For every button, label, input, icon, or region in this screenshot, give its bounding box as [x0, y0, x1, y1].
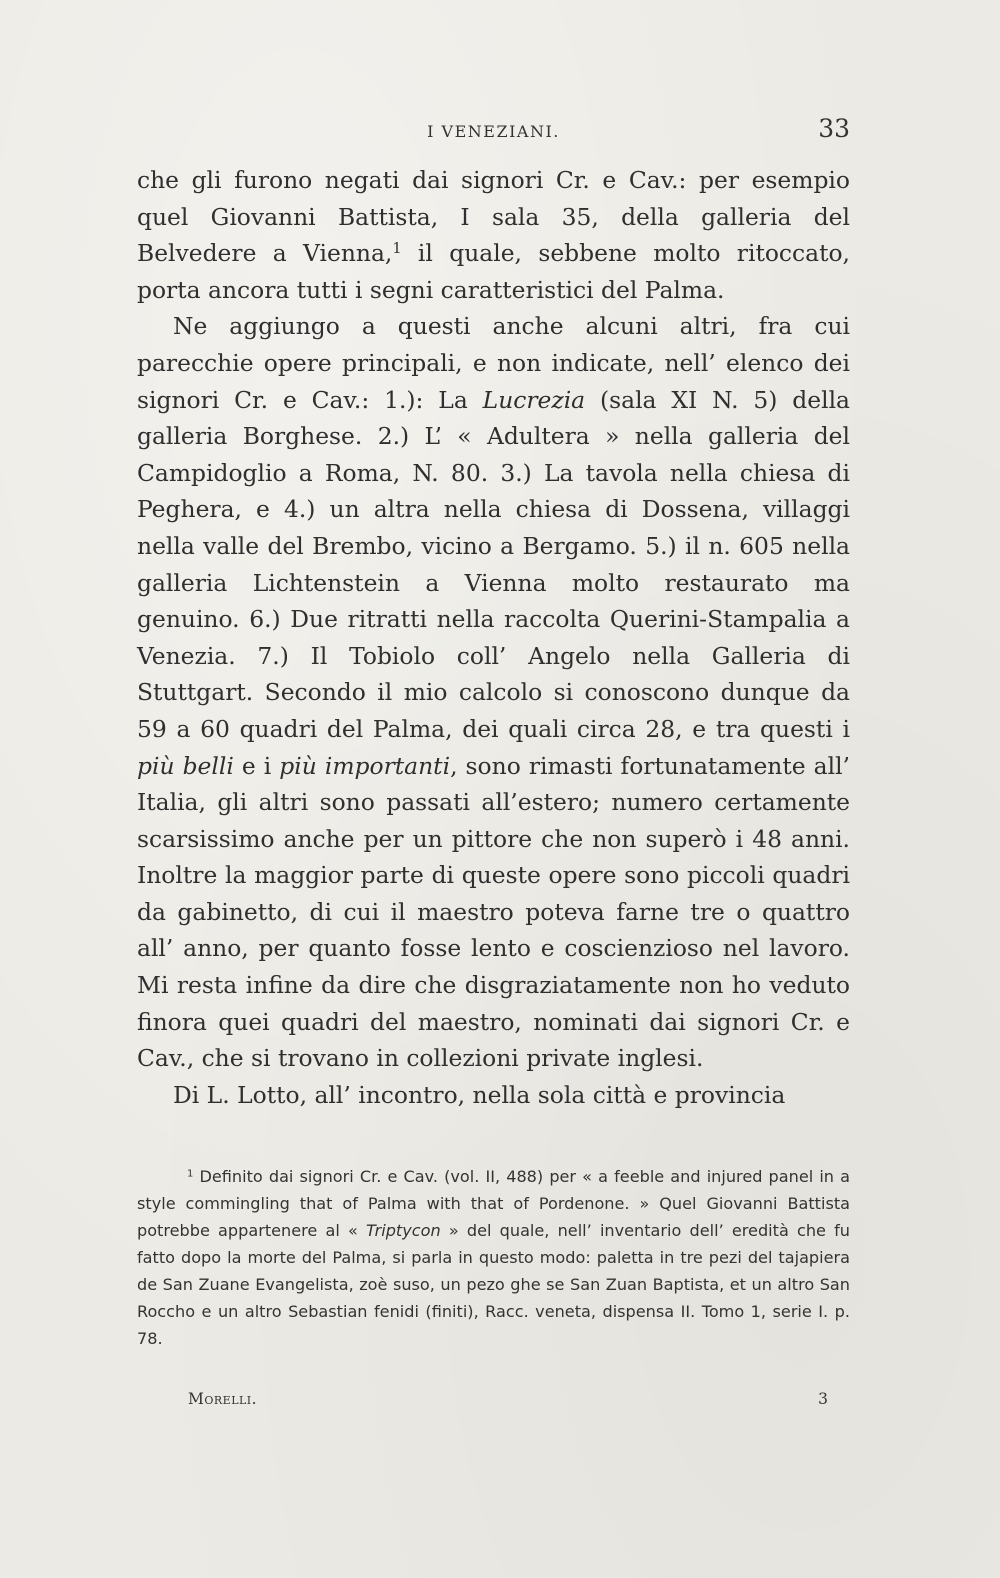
- signature-sheet-number: 3: [818, 1390, 828, 1408]
- paragraph-1: [137, 162, 850, 308]
- lucrezia-title: Lucrezia: [482, 385, 586, 414]
- page-header: [137, 112, 850, 148]
- piu-importanti-emphasis: più importanti: [279, 751, 451, 780]
- paragraph-3: Di L. Lotto, all’ incontro, nella sola città e provincia: [173, 1080, 786, 1109]
- footnote-text-b: » del quale, nell’ inventario dell’ eredità che fu fatto dopo la morte del Palma, si parla in questo modo: paletta in tre pezi del tajapiera de San Zuane Evangelista, zoè suso, un pezo ghe se San Zuan Baptista, et un altro San Roccho e un altro Sebastian fenidi (finiti), Racc. veneta, dispensa II. Tomo 1, serie I. p. 78.: [137, 1221, 851, 1348]
- triptycon-title: Triptycon: [366, 1221, 441, 1240]
- piu-belli-emphasis: più belli: [137, 751, 234, 780]
- footnote-marker: 1: [187, 1168, 194, 1180]
- footnote-reference: 1: [392, 241, 402, 258]
- signature-author: Morelli.: [188, 1390, 258, 1408]
- footnote-text-a: Definito dai signori Cr. e Cav. (vol. II, 488) per « a feeble and injured panel in a style commingling that of Palma with that of Pordenone. » Quel Giovanni Battista potrebbe appartenere al «: [137, 1167, 850, 1240]
- running-title: I VENEZIANI.: [427, 122, 560, 141]
- paragraph-1-text-a: che gli furono negati dai signori Cr. e Cav.: per esempio quel Giovanni Battista, I sala 35, della galleria del Belvedere a Vienna,: [137, 166, 850, 268]
- paragraph-2: [137, 308, 850, 1076]
- paragraph-2-text-a: Ne aggiungo a questi anche alcuni altri, fra cui parecchie opere principali, e non indicate, nell’ elenco dei signori Cr. e Cav.: 1.): La: [137, 312, 850, 414]
- paragraph-2-text-c: e i: [233, 751, 280, 780]
- paragraph-2-text-d: , sono rimasti fortunatamente all’ Italia, gli altri sono passati all’estero; numero certamente scarsissimo anche per un pittore che non superò i 48 anni. Inoltre la maggior parte di queste opere sono piccoli quadri da gabinetto, di cui il maestro poteva farne tre o quattro all’ anno, per quanto fosse lento e coscienzioso nel lavoro. Mi resta infine da dire che disgraziatamente non ho veduto finora quei quadri del maestro, nominati dai signori Cr. e Cav., che si trovano in collezioni private inglesi.: [137, 751, 850, 1073]
- footnote-1: [137, 1163, 850, 1352]
- paragraph-2-text-b: (sala XI N. 5) della galleria Borghese. 2.) L’ « Adultera » nella galleria del Campidoglio a Roma, N. 80. 3.) La tavola nella chiesa di Peghera, e 4.) un altra nella chiesa di Dossena, villaggi nella valle del Brembo, vicino a Bergamo. 5.) il n. 605 nella galleria Lichtenstein a Vienna molto restaurato ma genuino. 6.) Due ritratti nella raccolta Querini-Stampalia a Venezia. 7.) Il Tobiolo coll’ Angelo nella Galleria di Stuttgart. Secondo il mio calcolo si conoscono dunque da 59 a 60 quadri del Palma, dei quali circa 28, e tra questi i: [137, 385, 850, 743]
- paragraph-1-text-b: il quale, sebbene molto ritoccato, porta ancora tutti i segni caratteristici del Palma.: [137, 239, 850, 304]
- footnotes: [137, 1163, 850, 1352]
- page-number: 33: [818, 114, 850, 143]
- signature-line: [188, 1390, 828, 1420]
- main-text: [137, 162, 850, 1113]
